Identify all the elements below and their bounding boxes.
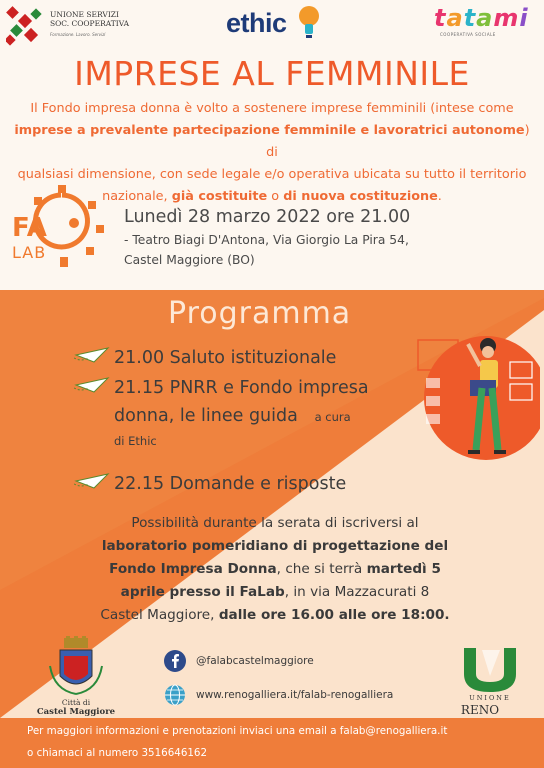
falab-lab-text: LAB xyxy=(12,243,47,262)
intro-text-3: ) di xyxy=(266,123,530,160)
footer-band xyxy=(0,718,544,768)
header-section xyxy=(0,0,544,290)
paper-plane-icon xyxy=(74,346,110,364)
paper-plane-icon xyxy=(74,376,110,394)
intro-text-1: Il Fondo impresa donna è volto a sostenere imprese femminili (intese come xyxy=(30,101,514,116)
crest-icon xyxy=(36,636,116,698)
paper-plane-icon xyxy=(74,472,110,490)
programma-item-2-note: a cura xyxy=(314,410,351,424)
intro-text-8: di nuova costituzione xyxy=(283,189,438,204)
globe-icon xyxy=(164,684,186,706)
programma-item-1-text: 21.00 Saluto istituzionale xyxy=(114,348,337,368)
info-paragraph xyxy=(60,512,490,627)
info-text-9: dalle ore 16.00 alle ore 18:00. xyxy=(218,607,450,623)
ethic-logo xyxy=(226,4,326,44)
castel-maggiore-crest xyxy=(36,636,116,718)
falab-fa-text: FA xyxy=(12,213,47,243)
unione-line1: UNIONE SERVIZI xyxy=(50,10,119,19)
info-text-8: Castel Maggiore, xyxy=(100,607,219,623)
programma-item-2-line2: donna, le linee guida xyxy=(114,406,298,426)
website-url: www.renogalliera.it/falab-renogalliera xyxy=(196,689,394,701)
info-text-2: laboratorio pomeridiano di progettazione del xyxy=(101,538,449,554)
info-text-7: , in via Mazzacurati 8 xyxy=(284,584,430,600)
unione-servizi-logo xyxy=(6,6,166,50)
ethic-wordmark: ethic xyxy=(226,8,287,38)
reno-galliera-label: RENO xyxy=(460,703,500,717)
unione-label: UNIONE xyxy=(469,694,511,702)
crest-label-line1: Città di xyxy=(61,698,91,707)
programma-item-1 xyxy=(74,344,414,372)
tatami-wordmark: tatami xyxy=(434,4,529,32)
unione-line2: SOC. COOPERATIVA xyxy=(50,19,130,28)
falab-logo xyxy=(6,183,118,275)
info-text-1: Possibilità durante la serata di iscriversi al xyxy=(131,515,419,531)
bottom-logos xyxy=(0,636,544,718)
programma-item-2-line1: 21.15 PNRR e Fondo impresa xyxy=(114,378,369,398)
unione-tagline: Formazione. Lavoro. Servizi xyxy=(50,32,106,37)
info-text-6: aprile presso il FaLab xyxy=(120,584,285,600)
page-title: IMPRESE AL FEMMINILE xyxy=(74,54,470,93)
footer-contact-phone: o chiamaci al numero 3516646162 xyxy=(27,747,208,759)
intro-text-2: imprese a prevalente partecipazione femminile e lavoratrici autonome xyxy=(14,123,525,138)
reno-galliera-logo xyxy=(430,646,530,718)
woman-laptop-illustration xyxy=(410,322,540,468)
facebook-icon xyxy=(164,650,186,672)
intro-text-7: o xyxy=(267,189,284,204)
unione-name xyxy=(50,10,129,28)
crest-label-line2: Castel Maggiore xyxy=(36,707,116,717)
programma-item-2-text xyxy=(114,374,369,451)
footer-contact-email: Per maggiori informazioni e prenotazioni inviaci una email a falab@renogalliera.it xyxy=(27,725,448,737)
facebook-handle: @falabcastelmaggiore xyxy=(196,655,314,667)
unione-mark-icon xyxy=(6,6,46,46)
info-text-4: , che si terrà xyxy=(276,561,367,577)
event-address-2: Castel Maggiore (BO) xyxy=(124,253,255,267)
programma-item-2 xyxy=(74,374,414,460)
programma-item-3 xyxy=(74,470,414,498)
programma-title: Programma xyxy=(168,296,352,331)
reno-galliera-mark-icon xyxy=(460,646,520,694)
intro-text-4: qualsiasi dimensione, con sede legale e/o operativa ubicata su tutto il territorio xyxy=(17,167,527,182)
info-text-3: Fondo Impresa Donna xyxy=(109,561,277,577)
tatami-subtitle: COOPERATIVA SOCIALE xyxy=(440,32,496,37)
programma-item-3-text: 22.15 Domande e risposte xyxy=(114,474,347,494)
programma-item-2-note2: di Ethic xyxy=(114,434,157,448)
intro-text-6: già costituite xyxy=(171,189,268,204)
lightbulb-icon xyxy=(296,4,322,42)
intro-text-5: nazionale, xyxy=(102,189,172,204)
tatami-logo xyxy=(434,4,540,44)
info-text-5: martedì 5 xyxy=(366,561,441,577)
event-date: Lunedì 28 marzo 2022 ore 21.00 xyxy=(124,207,411,227)
event-address-1: - Teatro Biagi D'Antona, Via Giorgio La Pira 54, xyxy=(124,233,409,247)
event-details xyxy=(124,204,534,270)
intro-text-9: . xyxy=(437,189,442,204)
